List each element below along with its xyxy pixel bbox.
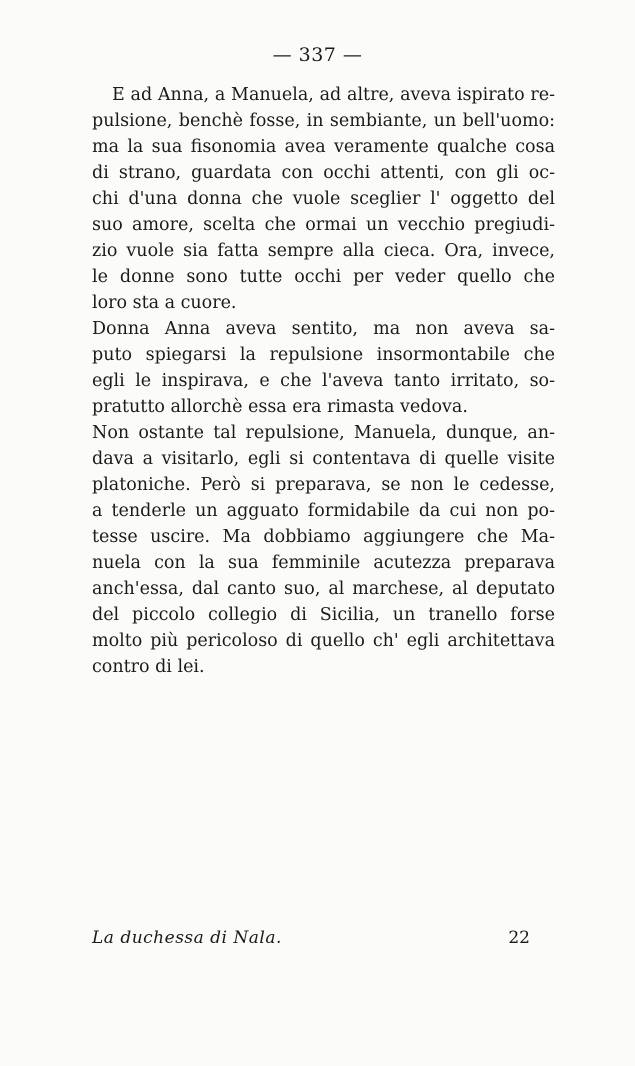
text-line: contro di lei. [92, 657, 205, 677]
text-line: molto più pericoloso di quello ch' egli architettava [92, 631, 555, 651]
text-line: pratutto allorchè essa era rimasta vedova. [92, 397, 468, 417]
text-line: platoniche. Però si preparava, se non le cedesse, [92, 475, 555, 495]
text-line: nuela con la sua femminile acutezza preparava [92, 553, 555, 573]
page-number: — 337 — [272, 44, 363, 66]
text-line: dava a visitarlo, egli si contentava di quelle visite [92, 449, 555, 469]
body-text [92, 82, 555, 680]
text-line: chi d'una donna che vuole sceglier l' oggetto del [92, 189, 555, 209]
text-line: del piccolo collegio di Sicilia, un tranello forse [92, 605, 555, 625]
text-line: suo amore, scelta che ormai un vecchio pregiudi- [92, 215, 555, 235]
text-line: egli le inspirava, e che l'aveva tanto irritato, so- [92, 371, 555, 391]
text-line: E ad Anna, a Manuela, ad altre, aveva ispirato re- [112, 85, 555, 105]
text-line: pulsione, benchè fosse, in sembiante, un bell'uomo: [92, 111, 555, 131]
book-title: La duchessa di Nala. [92, 928, 282, 948]
text-line: tesse uscire. Ma dobbiamo aggiungere che Ma- [92, 527, 555, 547]
text-line: Non ostante tal repulsione, Manuela, dunque, an- [92, 423, 555, 443]
text-line: di strano, guardata con occhi attenti, con gli oc- [92, 163, 555, 183]
text-line: anch'essa, dal canto suo, al marchese, al deputato [92, 579, 555, 599]
text-line: le donne sono tutte occhi per veder quello che [92, 267, 555, 287]
text-line: ma la sua fisonomia avea veramente qualche cosa [92, 137, 555, 157]
text-line: Donna Anna aveva sentito, ma non aveva sa- [92, 319, 555, 339]
text-line: puto spiegarsi la repulsione insormontabile che [92, 345, 555, 365]
signature-number: 22 [508, 928, 530, 948]
text-line: loro sta a cuore. [92, 293, 237, 313]
text-line: zio vuole sia fatta sempre alla cieca. Ora, invece, [92, 241, 555, 261]
text-line: a tenderle un agguato formidabile da cui non po- [92, 501, 555, 521]
page-footer [92, 925, 530, 951]
